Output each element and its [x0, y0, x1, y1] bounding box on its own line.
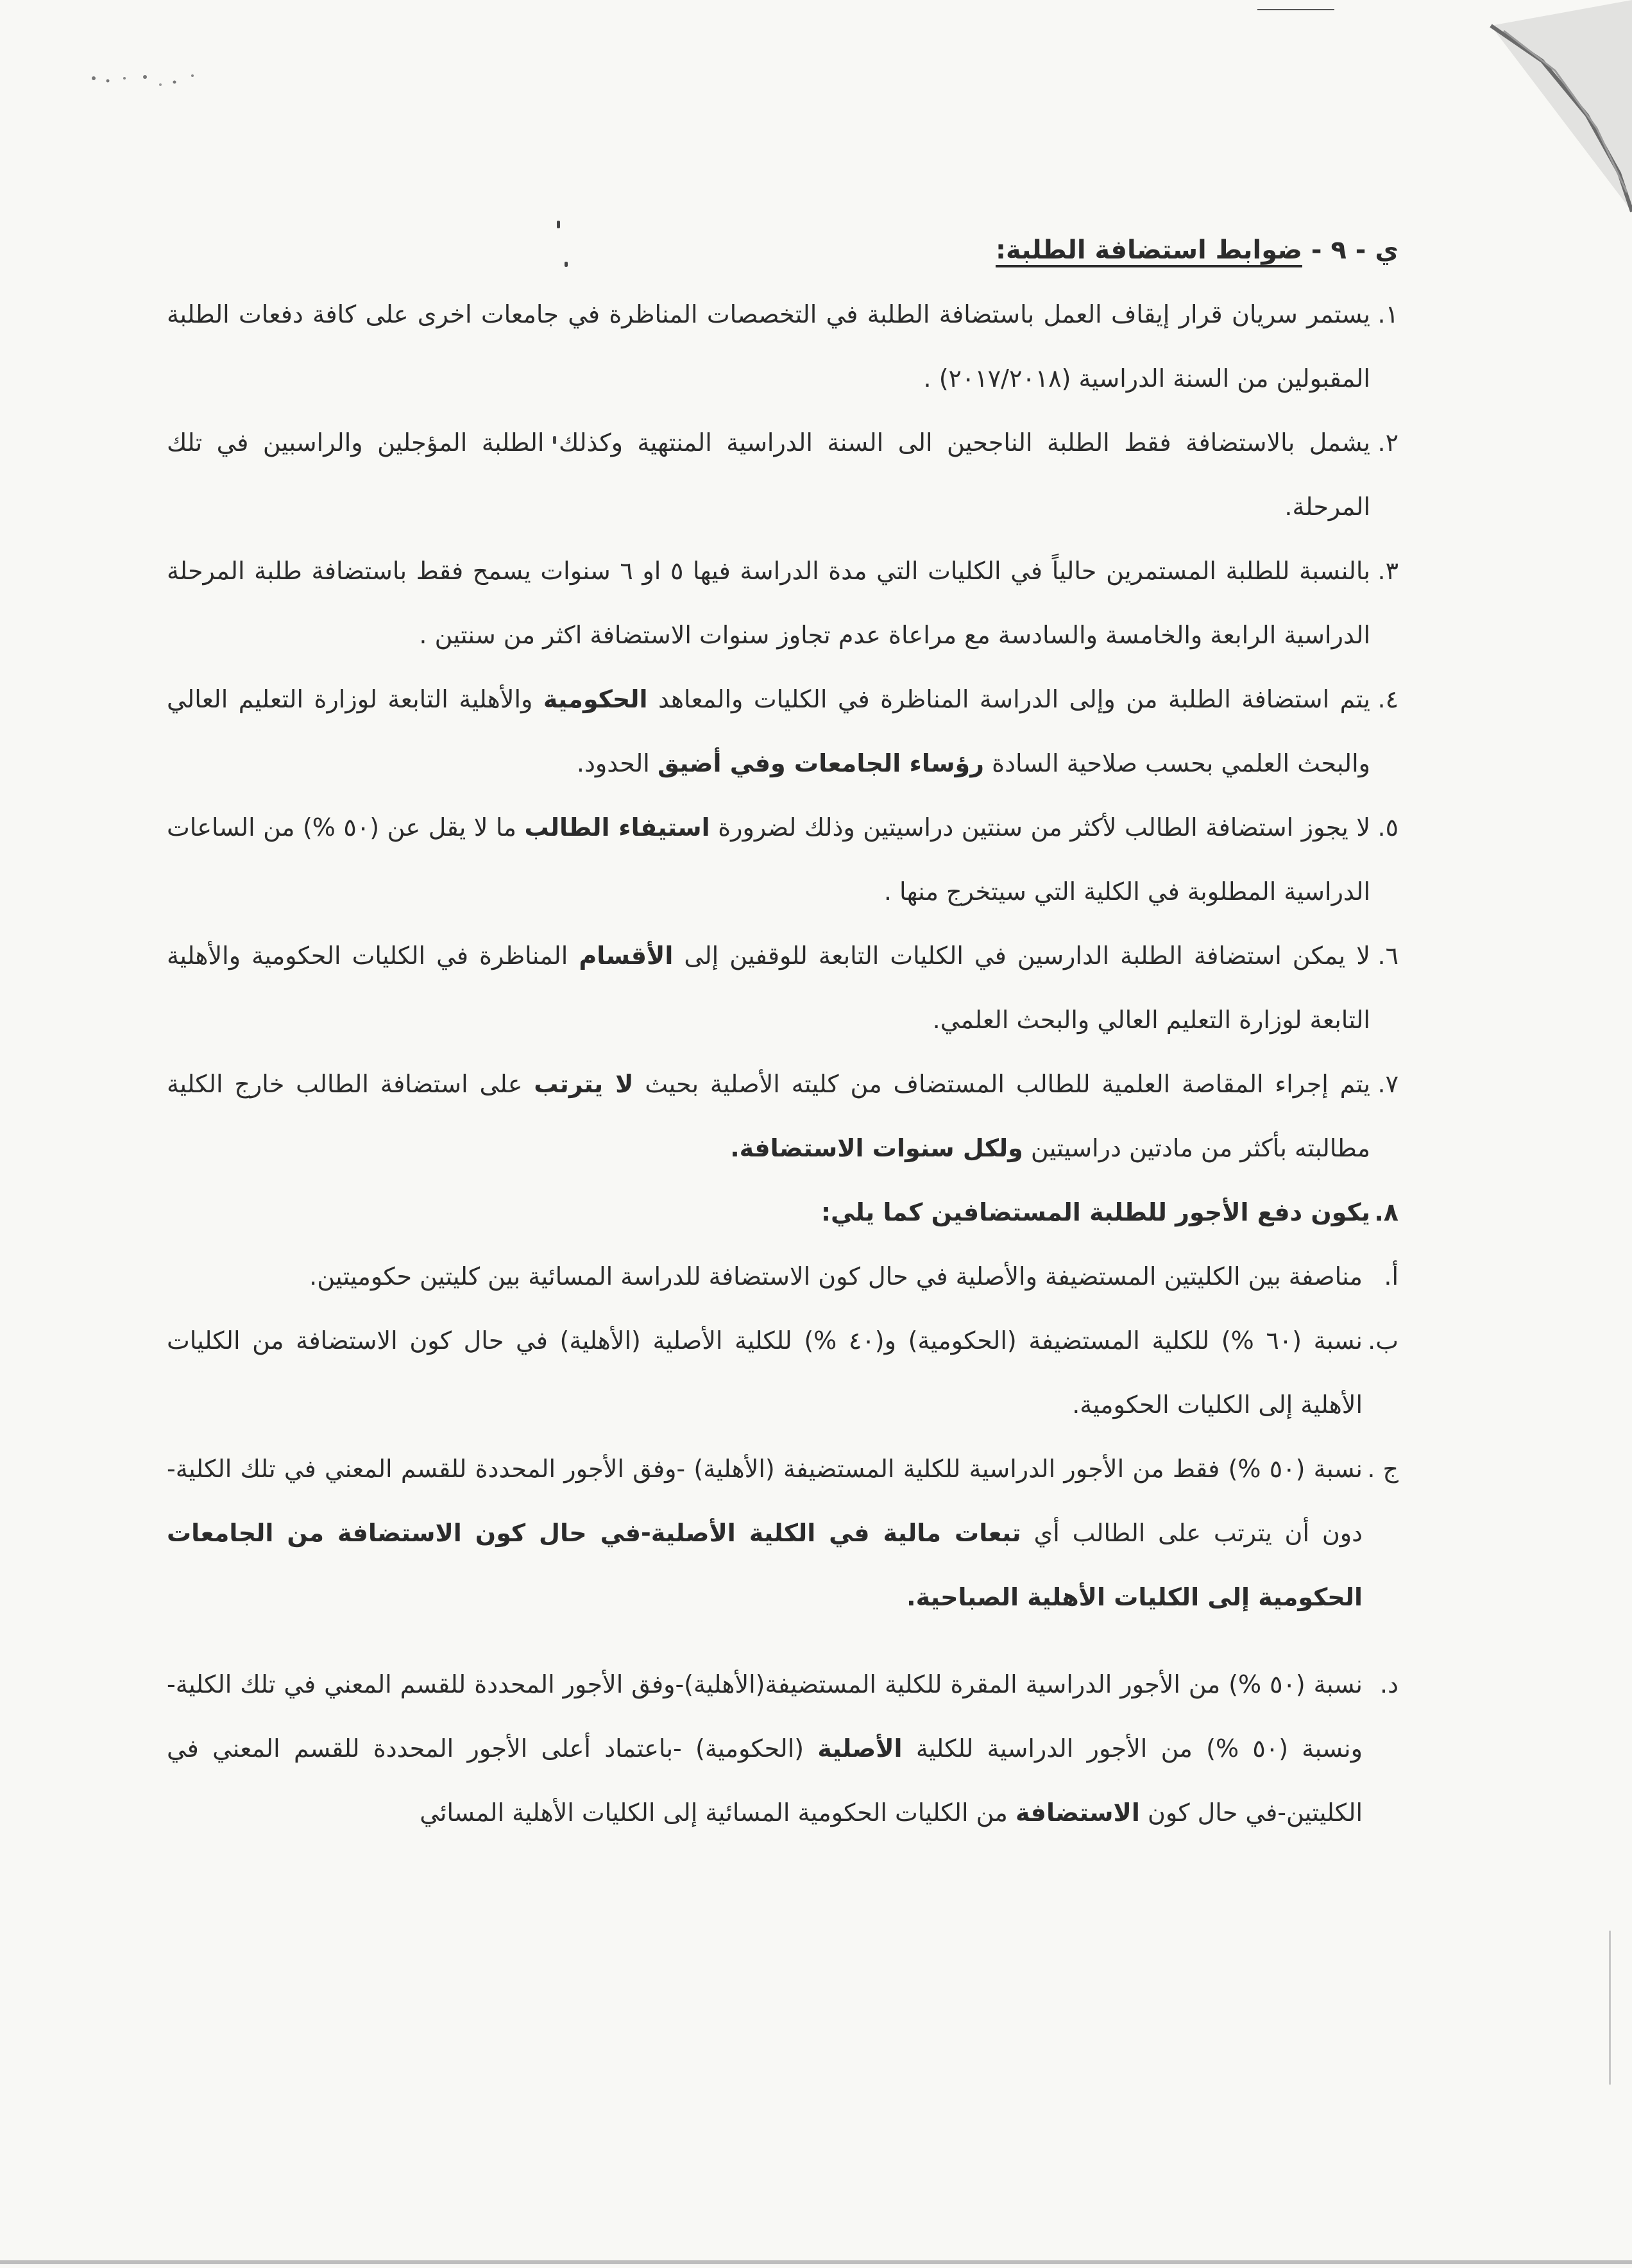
item-number: ٦. [1377, 942, 1398, 970]
item-number: ٣. [1377, 557, 1398, 585]
item-number: ٥. [1377, 813, 1398, 842]
sub-item [167, 1244, 1398, 1308]
list-item [167, 1180, 1398, 1244]
sub-item-text: من الكليات الحكومية المسائية إلى الكليات الأهلية المسائي [420, 1798, 1008, 1827]
item-text-bold: ولكل سنوات الاستضافة. [730, 1134, 1023, 1162]
sub-item-text: مناصفة بين الكليتين المستضيفة والأصلية في حال كون الاستضافة للدراسة المسائية بين كليتين حكوميتين. [309, 1262, 1363, 1291]
item-text-bold: استيفاء الطالب [524, 813, 710, 842]
sub-item-letter: ج . [1367, 1455, 1398, 1483]
item-text: لا يمكن استضافة الطلبة الدارسين في الكليات التابعة للوقفين إلى [684, 942, 1370, 970]
sub-item-text: نسبة (٥٠ %) من الأجور الدراسية المقرة للكلية المستضيفة(الأهلية)-وفق الأجور المحددة للقسم المعني في تلك الكلية-ونسبة (٥٠ %) من الأجور الدراسية للكلية [167, 1670, 1363, 1763]
sub-item-letter: د. [1379, 1670, 1398, 1698]
item-text: يكون دفع الأجور للطلبة المستضافين كما يلي: [820, 1198, 1370, 1226]
item-text: لا يجوز استضافة الطالب لأكثر من سنتين دراسيتين وذلك لضرورة [718, 813, 1370, 842]
sub-item-letter: أ. [1384, 1262, 1398, 1291]
scan-edge-line [1257, 9, 1334, 10]
document-body [167, 218, 1398, 1845]
list-item [167, 924, 1398, 1052]
list-item [167, 539, 1398, 667]
sub-item-text-bold: تبعات مالية في الكلية الأصلية-في حال كون الاستضافة من الجامعات الحكومية إلى الكليات الأهلية الصباحية. [167, 1519, 1363, 1611]
item-text: يشمل بالاستضافة فقط الطلبة الناجحين الى السنة الدراسية المنتهية وكذلك الطلبة المؤجلين والراسبين في تلك المرحلة. [167, 428, 1370, 521]
list-item [167, 282, 1398, 410]
item-text-bold: الأقسام [579, 942, 674, 970]
item-text: ما لا يقل عن (٥٠ %) من الساعات الدراسية المطلوبة في الكلية التي سيتخرج منها . [167, 813, 1370, 906]
item-text: الحدود. [576, 749, 650, 777]
sub-item-text: نسبة (٥٠ %) فقط من الأجور الدراسية للكلية المستضيفة (الأهلية) -وفق الأجور المحددة للقسم المعني في تلك الكلية-دون أن يترتب على الطالب أي [167, 1455, 1363, 1547]
item-number: ٤. [1377, 685, 1398, 713]
item-number: ١. [1377, 300, 1398, 328]
item-text: يتم استضافة الطلبة من وإلى الدراسة المناظرة في الكليات والمعاهد [658, 685, 1370, 713]
item-number: ٨. [1374, 1198, 1398, 1226]
item-number: ٢. [1377, 428, 1398, 457]
item-text-bold: رؤساء الجامعات وفي أضيق [657, 749, 985, 777]
sub-item-text-bold: الاستضافة [1016, 1798, 1140, 1827]
item-text-bold: لا يترتب [534, 1070, 634, 1098]
section-number: ي - ٩ - [1311, 235, 1398, 265]
list-item [167, 795, 1398, 924]
item-number: ٧. [1377, 1070, 1398, 1098]
folded-corner-shadow [1375, 0, 1632, 244]
item-text: المناظرة في الكليات الحكومية والأهلية التابعة لوزارة التعليم العالي والبحث العلمي. [167, 942, 1370, 1034]
item-text: والأهلية التابعة لوزارة التعليم العالي والبحث العلمي بحسب صلاحية السادة [167, 685, 1370, 777]
scan-edge-mark [1609, 1931, 1611, 2085]
sub-item [167, 1437, 1398, 1629]
sub-item-text: (الحكومية) -باعتماد أعلى الأجور المحددة للقسم المعني في الكليتين-في حال كون [167, 1734, 1363, 1827]
list-item [167, 1052, 1398, 1180]
list-item [167, 410, 1398, 539]
item-text-bold: الحكومية [543, 685, 648, 713]
sub-item-letter: ب. [1368, 1326, 1398, 1355]
item-text: يستمر سريان قرار إيقاف العمل باستضافة الطلبة في التخصصات المناظرة في جامعات اخرى على كافة دفعات الطلبة المقبولين من السنة الدراسية (٢٠١٧/٢٠١٨) . [167, 300, 1370, 393]
sub-item [167, 1652, 1398, 1845]
sub-item [167, 1308, 1398, 1437]
scan-bottom-edge [0, 2260, 1632, 2264]
list-item [167, 667, 1398, 795]
section-title-text: ضوابط استضافة الطلبة: [995, 235, 1302, 265]
section-title [167, 218, 1398, 282]
sub-item-text-bold: الأصلية [817, 1734, 903, 1763]
item-text: يتم إجراء المقاصة العلمية للطالب المستضاف من كليته الأصلية بحيث [645, 1070, 1370, 1098]
item-text: بالنسبة للطلبة المستمرين حالياً في الكليات التي مدة الدراسة فيها ٥ او ٦ سنوات يسمح فقط باستضافة طلبة المرحلة الدراسية الرابعة والخامسة والسادسة مع مراعاة عدم تجاوز سنوات الاستضافة اكثر من سنتين . [167, 557, 1370, 649]
sub-item-text: نسبة (٦٠ %) للكلية المستضيفة (الحكومية) و(٤٠ %) للكلية الأصلية (الأهلية) في حال كون الاستضافة من الكليات الأهلية إلى الكليات الحكومية. [167, 1326, 1363, 1419]
item-text: على استضافة الطالب خارج الكلية مطالبته بأكثر من مادتين دراسيتين [167, 1070, 1370, 1162]
scan-specks [90, 59, 199, 97]
